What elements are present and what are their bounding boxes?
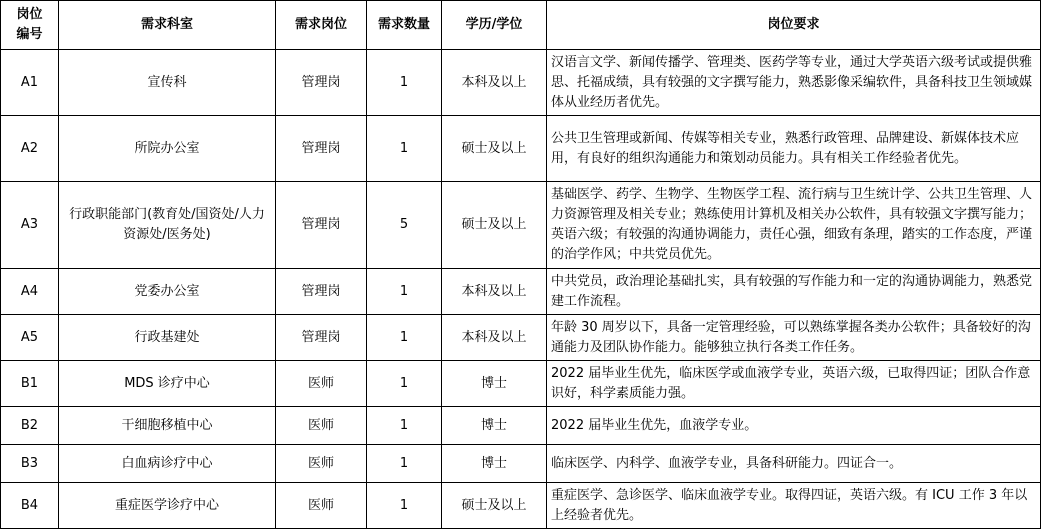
- cell-quantity: 1: [367, 483, 442, 529]
- cell-position: 管理岗: [276, 269, 367, 315]
- header-quantity: 需求数量: [367, 1, 442, 50]
- cell-requirements: 2022 届毕业生优先，临床医学或血液学专业，英语六级，已取得四证；团队合作意识好，科学素质能力强。: [547, 361, 1041, 407]
- cell-requirements: 公共卫生管理或新闻、传媒等相关专业，熟悉行政管理、品牌建设、新媒体技术应用，有良好的组织沟通能力和策划动员能力。具有相关工作经验者优先。: [547, 116, 1041, 182]
- cell-requirements: 2022 届毕业生优先，血液学专业。: [547, 407, 1041, 445]
- cell-quantity: 1: [367, 361, 442, 407]
- cell-code: B1: [1, 361, 59, 407]
- header-row: [1, 1, 1041, 50]
- cell-education: 本科及以上: [442, 315, 547, 361]
- cell-education: 博士: [442, 361, 547, 407]
- cell-education: 硕士及以上: [442, 116, 547, 182]
- cell-department: 干细胞移植中心: [59, 407, 276, 445]
- cell-requirements: 重症医学、急诊医学、临床血液学专业。取得四证，英语六级。有 ICU 工作 3 年以上经验者优先。: [547, 483, 1041, 529]
- cell-quantity: 1: [367, 445, 442, 483]
- cell-position: 管理岗: [276, 315, 367, 361]
- table-row: [1, 483, 1041, 529]
- cell-code: A5: [1, 315, 59, 361]
- header-code-line1: 岗位: [16, 7, 43, 22]
- cell-department: 所院办公室: [59, 116, 276, 182]
- cell-position: 医师: [276, 407, 367, 445]
- cell-department: 行政基建处: [59, 315, 276, 361]
- cell-requirements: 中共党员，政治理论基础扎实，具有较强的写作能力和一定的沟通协调能力，熟悉党建工作流程。: [547, 269, 1041, 315]
- cell-requirements: 基础医学、药学、生物学、生物医学工程、流行病与卫生统计学、公共卫生管理、人力资源管理及相关专业；熟练使用计算机及相关办公软件，具有较强文字撰写能力；英语六级；有较强的沟通协调能力，责任心强，细致有条理，踏实的工作态度，严谨的治学作风；中共党员优先。: [547, 182, 1041, 269]
- cell-position: 管理岗: [276, 50, 367, 116]
- table-row: [1, 182, 1041, 269]
- table-row: [1, 269, 1041, 315]
- cell-quantity: 1: [367, 315, 442, 361]
- cell-code: A1: [1, 50, 59, 116]
- table-row: [1, 116, 1041, 182]
- cell-position: 管理岗: [276, 116, 367, 182]
- header-position: 需求岗位: [276, 1, 367, 50]
- cell-code: B2: [1, 407, 59, 445]
- cell-requirements: 年龄 30 周岁以下，具备一定管理经验，可以熟练掌握各类办公软件；具备较好的沟通能力及团队协作能力。能够独立执行各类工作任务。: [547, 315, 1041, 361]
- cell-code: B4: [1, 483, 59, 529]
- cell-education: 博士: [442, 445, 547, 483]
- cell-department: MDS 诊疗中心: [59, 361, 276, 407]
- cell-education: 本科及以上: [442, 269, 547, 315]
- cell-quantity: 1: [367, 269, 442, 315]
- header-department: 需求科室: [59, 1, 276, 50]
- cell-requirements: 临床医学、内科学、血液学专业，具备科研能力。四证合一。: [547, 445, 1041, 483]
- cell-code: A4: [1, 269, 59, 315]
- cell-department: 党委办公室: [59, 269, 276, 315]
- cell-quantity: 5: [367, 182, 442, 269]
- cell-department: 行政职能部门(教育处/国资处/人力资源处/医务处): [59, 182, 276, 269]
- cell-education: 本科及以上: [442, 50, 547, 116]
- cell-position: 医师: [276, 445, 367, 483]
- header-requirements: 岗位要求: [547, 1, 1041, 50]
- cell-quantity: 1: [367, 407, 442, 445]
- cell-quantity: 1: [367, 116, 442, 182]
- header-code-line2: 编号: [16, 27, 43, 42]
- cell-department: 重症医学诊疗中心: [59, 483, 276, 529]
- table-row: [1, 315, 1041, 361]
- header-education: 学历/学位: [442, 1, 547, 50]
- cell-code: B3: [1, 445, 59, 483]
- cell-code: A2: [1, 116, 59, 182]
- table-row: [1, 445, 1041, 483]
- cell-position: 医师: [276, 483, 367, 529]
- cell-education: 硕士及以上: [442, 182, 547, 269]
- cell-department: 宣传科: [59, 50, 276, 116]
- cell-quantity: 1: [367, 50, 442, 116]
- cell-education: 硕士及以上: [442, 483, 547, 529]
- cell-education: 博士: [442, 407, 547, 445]
- cell-position: 医师: [276, 361, 367, 407]
- cell-code: A3: [1, 182, 59, 269]
- cell-position: 管理岗: [276, 182, 367, 269]
- cell-department: 白血病诊疗中心: [59, 445, 276, 483]
- table-row: [1, 407, 1041, 445]
- table-row: [1, 361, 1041, 407]
- cell-requirements: 汉语言文学、新闻传播学、管理类、医药学等专业，通过大学英语六级考试或提供雅思、托福成绩，具有较强的文字撰写能力，熟悉影像采编软件，具备科技卫生领域媒体从业经历者优先。: [547, 50, 1041, 116]
- header-code: [1, 1, 59, 50]
- table-row: [1, 50, 1041, 116]
